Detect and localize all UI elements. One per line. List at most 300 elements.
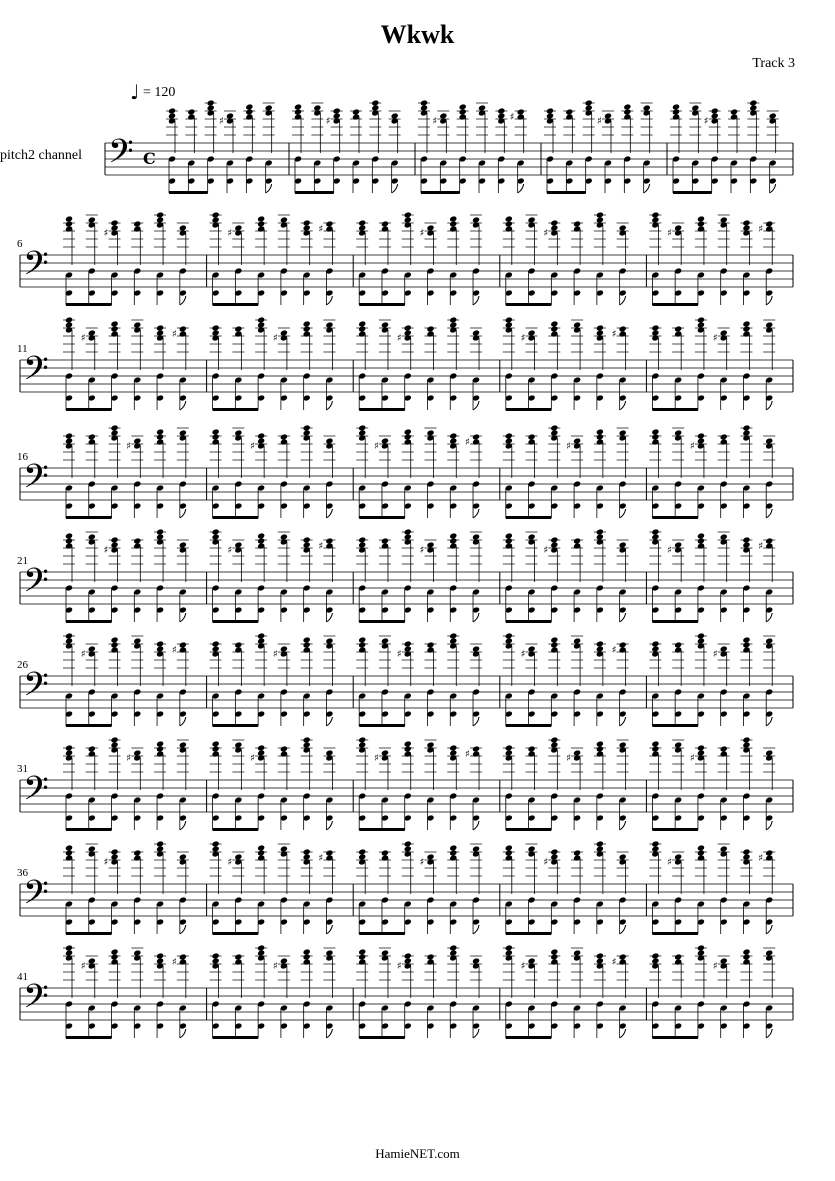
note-head xyxy=(550,948,558,955)
note-flag xyxy=(326,717,332,726)
note-head xyxy=(720,845,728,852)
note-head xyxy=(88,957,96,964)
note-flag xyxy=(473,717,479,726)
measure-number: 16 xyxy=(17,451,28,463)
note-head xyxy=(280,329,288,336)
note-head xyxy=(478,104,486,111)
note-head xyxy=(720,329,728,336)
note-head xyxy=(234,429,242,436)
sharp-icon: ♯ xyxy=(80,333,86,344)
note-flag xyxy=(766,296,772,305)
sharp-icon: ♯ xyxy=(126,441,132,452)
note-head xyxy=(179,953,187,960)
note-flag xyxy=(326,613,332,622)
note-head xyxy=(505,316,513,323)
note-head xyxy=(426,953,434,960)
note-beam xyxy=(652,1036,698,1039)
sharp-icon: ♯ xyxy=(712,649,718,660)
note-head xyxy=(674,224,682,231)
note-head xyxy=(651,528,659,535)
sharp-icon: ♯ xyxy=(667,545,673,556)
note-head xyxy=(449,532,457,539)
note-head xyxy=(110,219,118,226)
note-head xyxy=(449,632,457,639)
note-beam xyxy=(506,516,552,519)
note-head xyxy=(280,645,288,652)
note-beam xyxy=(66,828,112,831)
sharp-icon: ♯ xyxy=(171,957,177,968)
note-head xyxy=(358,636,366,643)
note-head xyxy=(168,107,176,114)
sharp-icon: ♯ xyxy=(396,961,402,972)
note-head xyxy=(765,849,773,856)
note-head xyxy=(303,536,311,543)
note-head xyxy=(691,104,699,111)
note-beam xyxy=(359,620,405,623)
note-head xyxy=(459,103,467,110)
sharp-icon: ♯ xyxy=(566,753,571,764)
note-flag xyxy=(180,925,186,934)
note-beam xyxy=(213,828,259,831)
note-head xyxy=(697,632,705,639)
note-head xyxy=(697,744,705,751)
note-beam xyxy=(213,408,259,411)
note-head xyxy=(325,220,333,227)
note-head xyxy=(179,224,187,231)
note-head xyxy=(720,645,728,652)
note-flag xyxy=(620,296,626,305)
note-head xyxy=(765,537,773,544)
note-head xyxy=(769,112,777,119)
sharp-icon: ♯ xyxy=(103,228,109,239)
note-head xyxy=(426,325,434,332)
sharp-icon: ♯ xyxy=(373,441,379,452)
note-head xyxy=(697,215,705,222)
note-flag xyxy=(266,184,272,193)
note-flag xyxy=(620,717,626,726)
note-head xyxy=(528,845,536,852)
note-head xyxy=(179,741,187,748)
note-head xyxy=(720,957,728,964)
note-head xyxy=(212,211,220,218)
note-head xyxy=(325,949,333,956)
bass-clef-icon: 𝄢 xyxy=(23,978,49,1024)
note-head xyxy=(651,840,659,847)
note-head xyxy=(234,224,242,231)
note-head xyxy=(528,645,536,652)
note-head xyxy=(550,536,558,543)
note-flag xyxy=(644,184,650,193)
sharp-icon: ♯ xyxy=(611,329,617,340)
note-head xyxy=(257,744,265,751)
note-head xyxy=(742,320,750,327)
note-head xyxy=(651,324,659,331)
note-head xyxy=(133,849,141,856)
bass-clef-icon: 𝄢 xyxy=(23,458,49,504)
note-head xyxy=(404,211,412,218)
note-head xyxy=(234,641,242,648)
note-head xyxy=(426,224,434,231)
measure-number: 21 xyxy=(17,555,28,567)
note-head xyxy=(404,528,412,535)
sharp-icon: ♯ xyxy=(520,333,526,344)
note-beam xyxy=(652,932,698,935)
note-flag xyxy=(620,925,626,934)
sharp-icon: ♯ xyxy=(703,116,709,127)
note-head xyxy=(358,424,366,431)
note-head xyxy=(528,433,536,440)
note-head xyxy=(404,952,412,959)
sharp-icon: ♯ xyxy=(272,649,278,660)
note-head xyxy=(381,949,389,956)
note-head xyxy=(573,749,581,756)
note-head xyxy=(404,428,412,435)
bass-clef-icon: 𝄢 xyxy=(23,770,49,816)
sharp-icon: ♯ xyxy=(227,857,233,868)
note-head xyxy=(651,211,659,218)
note-head xyxy=(517,108,525,115)
sharp-icon: ♯ xyxy=(325,116,331,127)
note-head xyxy=(604,112,612,119)
note-beam xyxy=(421,191,460,194)
sharp-icon: ♯ xyxy=(419,545,425,556)
note-head xyxy=(133,437,141,444)
note-flag xyxy=(473,821,479,830)
note-head xyxy=(303,424,311,431)
note-flag xyxy=(326,296,332,305)
note-head xyxy=(426,541,434,548)
note-head xyxy=(505,744,513,751)
note-beam xyxy=(213,303,259,306)
note-head xyxy=(765,637,773,644)
note-head xyxy=(550,219,558,226)
note-beam xyxy=(673,191,712,194)
note-head xyxy=(674,853,682,860)
note-head xyxy=(651,640,659,647)
note-head xyxy=(156,324,164,331)
measure-number: 31 xyxy=(17,763,28,775)
note-head xyxy=(156,211,164,218)
note-head xyxy=(245,103,253,110)
sharp-icon: ♯ xyxy=(566,441,571,452)
note-head xyxy=(156,428,164,435)
note-head xyxy=(697,532,705,539)
note-head xyxy=(381,749,389,756)
note-head xyxy=(381,321,389,328)
note-beam xyxy=(359,303,405,306)
bass-clef-icon: 𝄢 xyxy=(23,666,49,712)
note-head xyxy=(619,224,627,231)
sharp-icon: ♯ xyxy=(419,228,425,239)
note-head xyxy=(742,536,750,543)
note-head xyxy=(573,537,581,544)
note-head xyxy=(212,640,220,647)
note-head xyxy=(573,437,581,444)
sharp-icon: ♯ xyxy=(103,857,109,868)
note-flag xyxy=(473,401,479,410)
note-head xyxy=(325,749,333,756)
note-head xyxy=(212,324,220,331)
note-head xyxy=(257,944,265,951)
note-head xyxy=(674,641,682,648)
note-beam xyxy=(66,724,112,727)
note-head xyxy=(371,99,379,106)
note-head xyxy=(110,848,118,855)
sharp-icon: ♯ xyxy=(80,649,86,660)
instrument-name: pitch2 channel xyxy=(0,148,83,163)
sharp-icon: ♯ xyxy=(689,441,695,452)
note-beam xyxy=(652,724,698,727)
sharp-icon: ♯ xyxy=(396,649,402,660)
note-head xyxy=(528,745,536,752)
note-head xyxy=(720,433,728,440)
note-head xyxy=(280,745,288,752)
note-head xyxy=(381,537,389,544)
note-head xyxy=(565,108,573,115)
note-flag xyxy=(180,296,186,305)
note-head xyxy=(730,108,738,115)
note-head xyxy=(65,632,73,639)
sharp-icon: ♯ xyxy=(712,333,718,344)
note-beam xyxy=(66,303,112,306)
note-head xyxy=(303,948,311,955)
note-head xyxy=(212,528,220,535)
note-head xyxy=(711,107,719,114)
note-flag xyxy=(326,509,332,518)
note-beam xyxy=(213,516,259,519)
note-head xyxy=(404,640,412,647)
time-signature: C xyxy=(143,149,156,168)
sharp-icon: ♯ xyxy=(667,857,673,868)
note-head xyxy=(404,324,412,331)
note-head xyxy=(325,537,333,544)
note-head xyxy=(358,536,366,543)
note-head xyxy=(358,219,366,226)
note-head xyxy=(234,325,242,332)
note-head xyxy=(550,636,558,643)
note-head xyxy=(110,320,118,327)
note-flag xyxy=(473,925,479,934)
note-head xyxy=(325,321,333,328)
composer-label: Track 3 xyxy=(752,56,795,71)
note-beam xyxy=(66,932,112,935)
note-flag xyxy=(392,184,398,193)
sharp-icon: ♯ xyxy=(543,228,549,239)
note-head xyxy=(742,636,750,643)
sharp-icon: ♯ xyxy=(597,116,602,127)
note-head xyxy=(133,637,141,644)
note-head xyxy=(439,112,447,119)
sharp-icon: ♯ xyxy=(543,545,549,556)
note-head xyxy=(596,324,604,331)
note-beam xyxy=(652,408,698,411)
note-flag xyxy=(326,401,332,410)
sharp-icon: ♯ xyxy=(318,224,324,235)
sharp-icon: ♯ xyxy=(712,961,718,972)
note-head xyxy=(234,853,242,860)
note-head xyxy=(110,424,118,431)
note-flag xyxy=(326,821,332,830)
note-head xyxy=(697,432,705,439)
sharp-icon: ♯ xyxy=(126,753,132,764)
note-head xyxy=(156,528,164,535)
note-beam xyxy=(359,1036,405,1039)
note-head xyxy=(720,745,728,752)
note-head xyxy=(742,736,750,743)
note-flag xyxy=(620,1029,626,1038)
note-head xyxy=(426,741,434,748)
note-head xyxy=(212,952,220,959)
note-head xyxy=(294,103,302,110)
note-flag xyxy=(770,184,776,193)
note-beam xyxy=(213,620,259,623)
note-flag xyxy=(620,509,626,518)
note-head xyxy=(358,320,366,327)
note-head xyxy=(234,953,242,960)
note-flag xyxy=(766,613,772,622)
note-head xyxy=(156,640,164,647)
note-beam xyxy=(506,932,552,935)
sharp-icon: ♯ xyxy=(373,753,379,764)
note-head xyxy=(596,840,604,847)
note-head xyxy=(325,849,333,856)
note-head xyxy=(404,740,412,747)
note-head xyxy=(528,533,536,540)
note-flag xyxy=(473,613,479,622)
note-head xyxy=(742,219,750,226)
note-head xyxy=(497,107,505,114)
note-head xyxy=(280,957,288,964)
note-head xyxy=(110,948,118,955)
note-head xyxy=(325,437,333,444)
note-head xyxy=(426,853,434,860)
note-head xyxy=(358,948,366,955)
note-head xyxy=(585,99,593,106)
note-head xyxy=(505,432,513,439)
note-head xyxy=(156,952,164,959)
note-flag xyxy=(180,401,186,410)
sharp-icon: ♯ xyxy=(520,649,526,660)
note-head xyxy=(573,637,581,644)
sharp-icon: ♯ xyxy=(611,645,617,656)
note-head xyxy=(257,215,265,222)
sharp-icon: ♯ xyxy=(219,116,224,127)
note-beam xyxy=(213,724,259,727)
note-head xyxy=(381,637,389,644)
note-head xyxy=(156,740,164,747)
note-head xyxy=(280,533,288,540)
note-head xyxy=(651,428,659,435)
note-head xyxy=(674,325,682,332)
sharp-icon: ♯ xyxy=(667,228,673,239)
note-beam xyxy=(359,408,405,411)
note-head xyxy=(381,437,389,444)
footer-credit: HamieNET.com xyxy=(375,1146,460,1161)
note-beam xyxy=(359,932,405,935)
measure-number: 36 xyxy=(17,867,28,879)
note-head xyxy=(303,320,311,327)
note-head xyxy=(207,99,215,106)
note-flag xyxy=(620,613,626,622)
quarter-note-icon: ♩ xyxy=(130,80,140,104)
note-head xyxy=(472,645,480,652)
note-beam xyxy=(169,191,208,194)
note-head xyxy=(573,321,581,328)
note-head xyxy=(573,949,581,956)
note-head xyxy=(472,216,480,223)
measure-number: 41 xyxy=(17,971,28,983)
note-head xyxy=(765,220,773,227)
note-beam xyxy=(359,516,405,519)
note-head xyxy=(257,632,265,639)
note-head xyxy=(528,957,536,964)
note-head xyxy=(65,844,73,851)
note-head xyxy=(257,532,265,539)
note-head xyxy=(313,104,321,111)
note-beam xyxy=(506,828,552,831)
note-head xyxy=(596,740,604,747)
note-head xyxy=(550,736,558,743)
note-head xyxy=(596,528,604,535)
sharp-icon: ♯ xyxy=(272,961,278,972)
note-flag xyxy=(180,821,186,830)
note-head xyxy=(88,329,96,336)
note-head xyxy=(651,952,659,959)
sharp-icon: ♯ xyxy=(689,753,695,764)
note-head xyxy=(303,219,311,226)
note-head xyxy=(449,215,457,222)
note-head xyxy=(619,325,627,332)
sharp-icon: ♯ xyxy=(509,112,515,123)
note-head xyxy=(449,844,457,851)
note-head xyxy=(133,949,141,956)
note-flag xyxy=(180,509,186,518)
note-head xyxy=(179,541,187,548)
note-head xyxy=(179,325,187,332)
note-head xyxy=(546,107,554,114)
note-beam xyxy=(66,620,112,623)
bass-clef-icon: 𝄢 xyxy=(23,562,49,608)
note-head xyxy=(133,537,141,544)
note-head xyxy=(472,533,480,540)
sharp-icon: ♯ xyxy=(432,116,438,127)
note-beam xyxy=(359,828,405,831)
note-head xyxy=(88,845,96,852)
note-flag xyxy=(766,401,772,410)
note-beam xyxy=(295,191,334,194)
note-flag xyxy=(766,1029,772,1038)
note-head xyxy=(720,533,728,540)
note-head xyxy=(65,532,73,539)
note-beam xyxy=(213,932,259,935)
note-head xyxy=(187,108,195,115)
note-head xyxy=(472,433,480,440)
note-head xyxy=(720,216,728,223)
note-head xyxy=(110,636,118,643)
note-beam xyxy=(66,516,112,519)
note-head xyxy=(765,321,773,328)
note-head xyxy=(505,532,513,539)
note-head xyxy=(619,429,627,436)
note-head xyxy=(573,849,581,856)
note-flag xyxy=(620,821,626,830)
note-head xyxy=(505,844,513,851)
sharp-icon: ♯ xyxy=(396,333,402,344)
measure-number: 6 xyxy=(17,238,23,250)
note-head xyxy=(352,108,360,115)
note-head xyxy=(742,424,750,431)
note-head xyxy=(619,953,627,960)
